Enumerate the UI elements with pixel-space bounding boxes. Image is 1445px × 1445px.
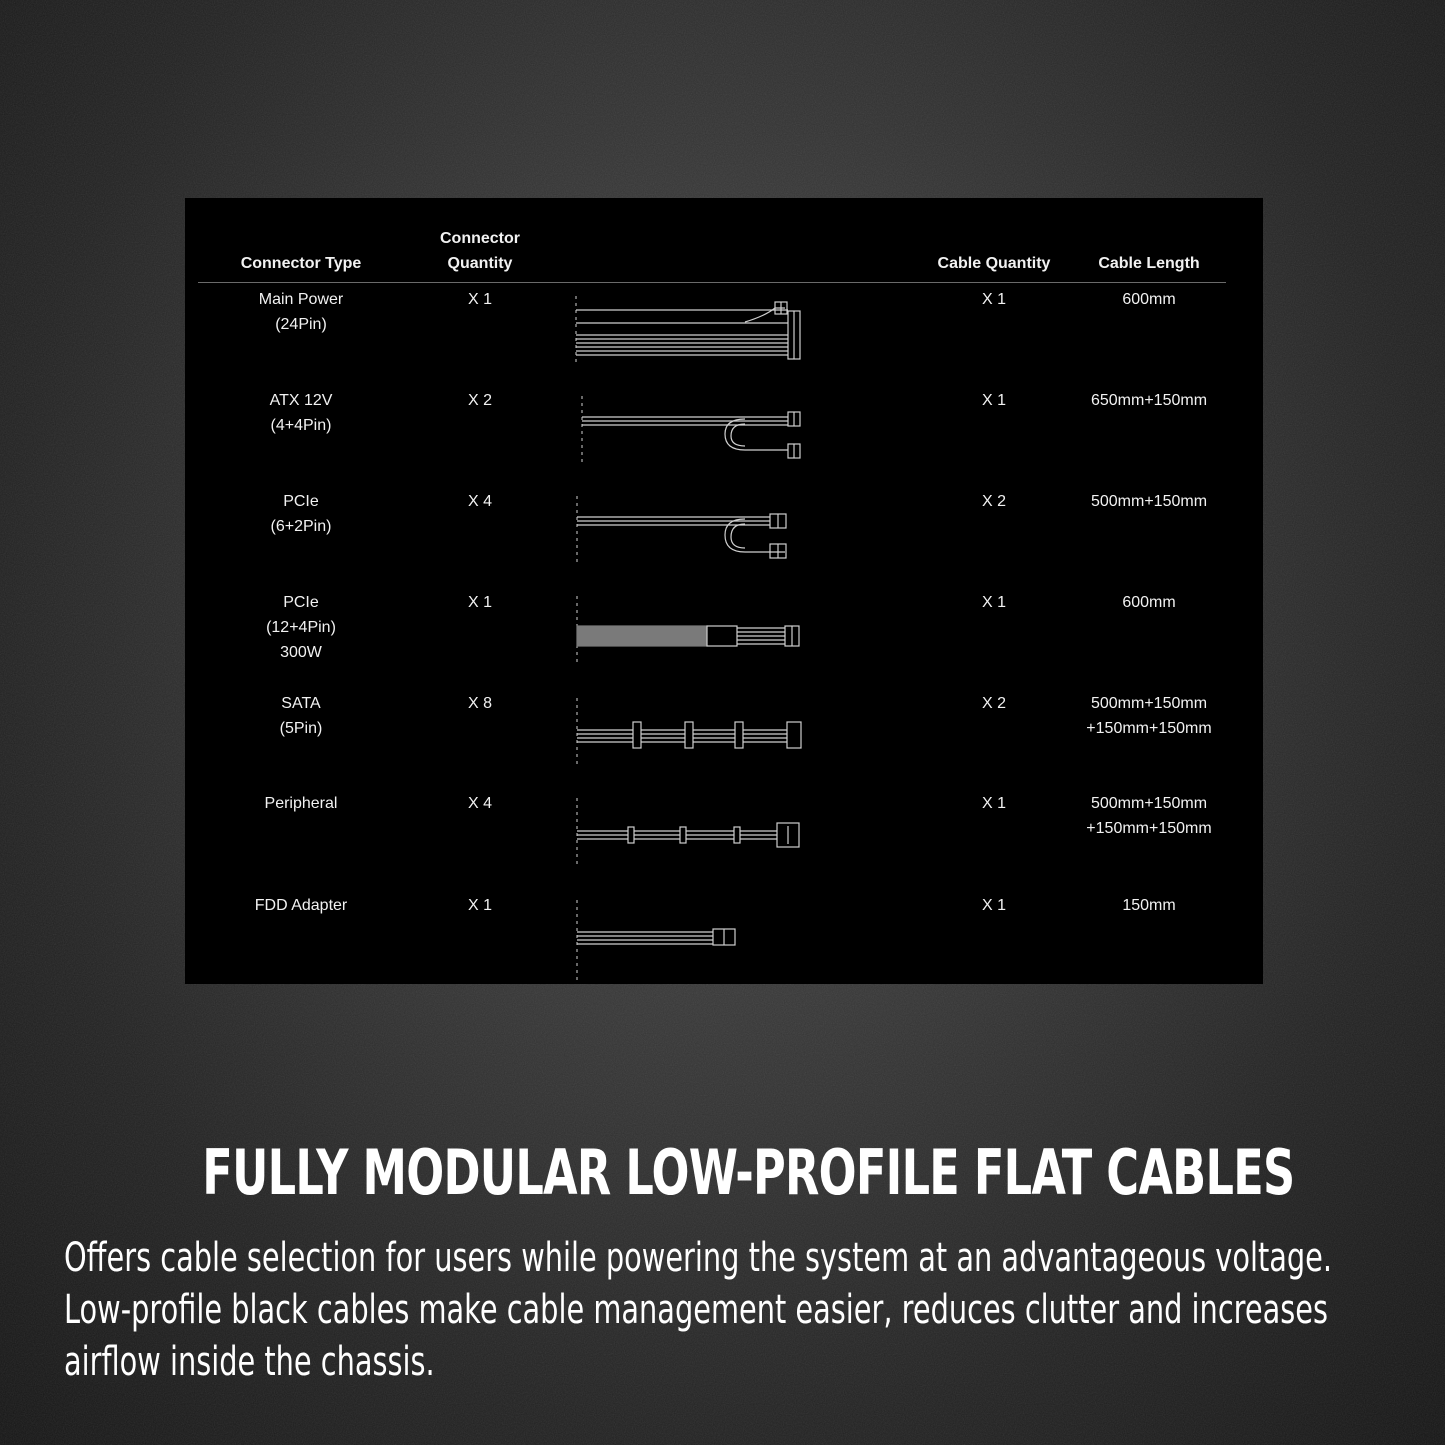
header-cable-length: Cable Length <box>1098 255 1200 272</box>
cable-length-cell: 600mm <box>1122 291 1176 308</box>
cable-quantity-cell: X 1 <box>981 392 1006 409</box>
cable-drawings <box>185 198 1263 984</box>
header-connector-quantity: Connector Quantity <box>440 230 520 272</box>
connector-type-cell: SATA (5Pin) <box>279 695 323 737</box>
cable-quantity-cell: X 2 <box>981 493 1006 510</box>
cable-quantity-cell: X 1 <box>981 897 1006 914</box>
connector-type-cell: ATX 12V (4+4Pin) <box>269 392 333 434</box>
connector-quantity-cell: X 1 <box>467 897 492 914</box>
cable-length-cell: 600mm <box>1122 594 1176 611</box>
header-connector-type: Connector Type <box>240 255 362 272</box>
fdd-adapter-cable-icon <box>577 900 735 980</box>
connector-quantity-cell: X 1 <box>467 291 492 308</box>
connector-quantity-cell: X 4 <box>467 493 492 510</box>
pcie-6-2pin-cable-icon <box>577 496 786 564</box>
description-line: Low-profile black cables make cable management easier, reduces clutter and increases <box>64 1287 1328 1333</box>
main-power-24pin-cable-icon <box>576 296 800 362</box>
description-line: airflow inside the chassis. <box>64 1339 435 1385</box>
connector-quantity-cell: X 4 <box>467 795 492 812</box>
cable-length-cell: 500mm+150mm +150mm+150mm <box>1086 695 1212 737</box>
pcie-12-4pin-cable-icon <box>577 596 799 666</box>
connector-type-cell: PCIe (12+4Pin) 300W <box>266 594 336 661</box>
header-cable-quantity: Cable Quantity <box>937 255 1051 272</box>
cable-length-cell: 650mm+150mm <box>1090 392 1208 409</box>
connector-quantity-cell: X 1 <box>467 594 492 611</box>
connector-type-cell: FDD Adapter <box>254 897 348 914</box>
headline: FULLY MODULAR LOW-PROFILE FLAT CABLES <box>202 1136 1295 1209</box>
cable-length-cell: 500mm+150mm <box>1090 493 1208 510</box>
peripheral-cable-icon <box>577 798 799 868</box>
connector-quantity-cell: X 8 <box>467 695 492 712</box>
cable-quantity-cell: X 1 <box>981 594 1006 611</box>
connector-type-cell: PCIe (6+2Pin) <box>270 493 332 535</box>
cable-length-cell: 150mm <box>1122 897 1176 914</box>
cable-quantity-cell: X 2 <box>981 695 1006 712</box>
connector-quantity-cell: X 2 <box>467 392 492 409</box>
connector-type-cell: Main Power (24Pin) <box>258 291 344 333</box>
connector-type-cell: Peripheral <box>264 795 338 812</box>
sata-cable-icon <box>577 698 801 768</box>
cable-quantity-cell: X 1 <box>981 795 1006 812</box>
atx-12v-cable-icon <box>582 396 800 464</box>
cable-spec-table <box>185 198 1263 984</box>
description-line: Offers cable selection for users while powering the system at an advantageous voltage. <box>64 1235 1333 1281</box>
description <box>64 1232 1396 1388</box>
cable-length-cell: 500mm+150mm +150mm+150mm <box>1086 795 1212 837</box>
cable-quantity-cell: X 1 <box>981 291 1006 308</box>
